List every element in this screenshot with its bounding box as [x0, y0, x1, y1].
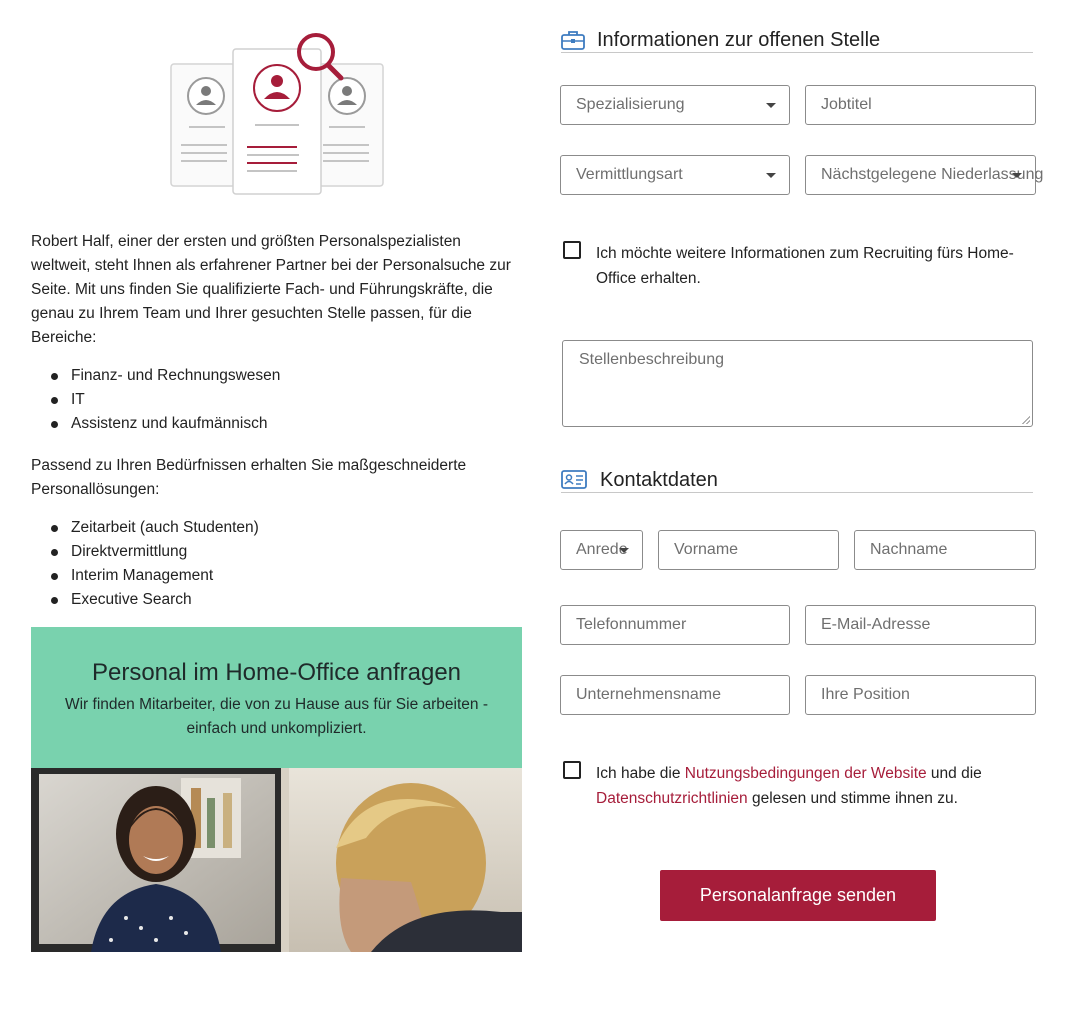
profile-card-left [171, 64, 241, 186]
consent-checkbox[interactable] [563, 761, 581, 779]
list-item: IT [71, 388, 280, 412]
homeoffice-checkbox-label: Ich möchte weitere Informationen zum Recruiting fürs Home-Office erhalten. [596, 245, 1014, 287]
email-input[interactable] [805, 605, 1036, 645]
banner-subtitle: Wir finden Mitarbeiter, die von zu Hause aus für Sie arbeiten - einfach und unkompliziert. [64, 696, 488, 737]
consent-prefix: Ich habe die [596, 765, 685, 782]
terms-link[interactable]: Nutzungsbedingungen der Website [684, 765, 927, 782]
homeoffice-checkbox[interactable] [563, 241, 581, 259]
chevron-down-icon [1012, 173, 1022, 178]
phone-placeholder: Telefonnummer [576, 616, 687, 633]
list-item: Direktvermittlung [71, 540, 259, 564]
profile-card-right [315, 64, 383, 186]
contact-card-icon [561, 470, 587, 490]
email-placeholder: E-Mail-Adresse [821, 616, 931, 633]
list-item: Assistenz und kaufmännisch [71, 412, 280, 436]
job-section-header [561, 29, 1033, 53]
job-description-placeholder: Stellenbeschreibung [579, 351, 724, 368]
banner-title: Personal im Home-Office anfragen [91, 659, 462, 686]
salutation-placeholder: Anrede [576, 541, 628, 558]
company-input[interactable] [560, 675, 790, 715]
homeoffice-banner [31, 627, 522, 768]
solutions-list [71, 516, 259, 612]
consent-middle: und die [926, 765, 982, 782]
chevron-down-icon [766, 173, 776, 178]
company-placeholder: Unternehmensname [576, 686, 721, 703]
lastname-placeholder: Nachname [870, 541, 948, 558]
consent-suffix: gelesen und stimme ihnen zu. [747, 790, 958, 807]
video-call-photo [31, 768, 522, 952]
profile-card-center [233, 49, 321, 194]
firstname-placeholder: Vorname [674, 541, 739, 558]
list-item: Interim Management [71, 564, 259, 588]
jobtitle-input[interactable] [805, 85, 1036, 125]
phone-input[interactable] [560, 605, 790, 645]
job-section-title: Informationen zur offenen Stelle [597, 29, 881, 51]
specialization-select[interactable] [560, 85, 790, 125]
lastname-input[interactable] [854, 530, 1036, 570]
consent-label [596, 761, 1026, 811]
resize-handle-icon[interactable] [1022, 416, 1030, 424]
specialization-placeholder: Spezialisierung [576, 96, 685, 113]
job-description-textarea[interactable] [562, 340, 1033, 427]
placement-type-placeholder: Vermittlungsart [576, 166, 683, 183]
list-item: Executive Search [71, 588, 259, 612]
intro-paragraph: Robert Half, einer der ersten und größten Personalspezialisten weltweit, steht Ihnen als erfahrener Partner bei der Personalsuche zur Seite. Mit uns finden Sie qualifizierte Fach- und Führungskräfte, die genau zu Ihrem Team und Ihrer gesuchten Stelle passen, für die Bereiche: [31, 233, 511, 346]
submit-button[interactable]: Personalanfrage senden [660, 870, 936, 921]
privacy-link[interactable]: Datenschutzrichtlinien [596, 790, 748, 807]
branch-select[interactable] [805, 155, 1044, 195]
contact-section-title: Kontaktdaten [600, 469, 718, 491]
list-item: Finanz- und Rechnungswesen [71, 364, 280, 388]
candidate-search-illustration [169, 32, 389, 200]
placement-type-select[interactable] [560, 155, 790, 195]
solutions-paragraph: Passend zu Ihren Bedürfnissen erhalten Sie maßgeschneiderte Personallösungen: [31, 457, 467, 498]
firstname-input[interactable] [658, 530, 839, 570]
jobtitle-placeholder: Jobtitel [821, 96, 872, 113]
chevron-down-icon [766, 103, 776, 108]
position-input[interactable] [805, 675, 1036, 715]
branch-placeholder: Nächstgelegene Niederlassung [821, 166, 1044, 183]
position-placeholder: Ihre Position [821, 686, 910, 703]
list-item: Zeitarbeit (auch Studenten) [71, 516, 259, 540]
areas-list [71, 364, 280, 436]
briefcase-icon [561, 30, 585, 50]
chevron-down-icon [619, 548, 629, 553]
salutation-select[interactable] [560, 530, 643, 570]
contact-section-header [561, 469, 1033, 493]
